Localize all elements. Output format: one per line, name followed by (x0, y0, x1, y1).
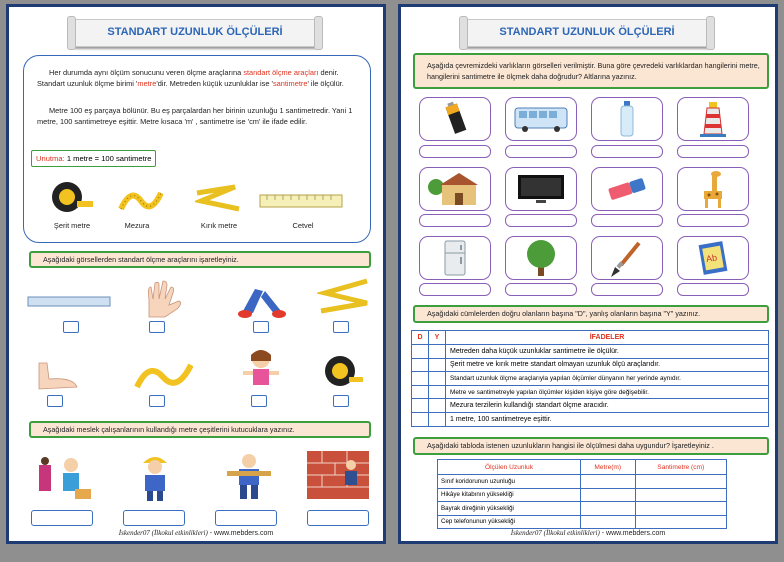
battery-icon (440, 101, 470, 137)
tool-checkbox[interactable] (333, 321, 349, 333)
folding-ruler-icon (195, 183, 241, 213)
girl-icon (241, 347, 281, 393)
answer-cell[interactable] (412, 358, 429, 372)
table-row (412, 358, 769, 372)
object-card-book (677, 236, 749, 280)
object-answer-slot[interactable] (505, 214, 577, 227)
book-icon (696, 239, 730, 277)
metre-cell[interactable] (581, 475, 636, 489)
centimetre-cell[interactable] (635, 502, 726, 516)
object-answer-slot[interactable] (591, 145, 663, 158)
giraffe-icon (698, 169, 728, 209)
answer-cell[interactable] (429, 358, 446, 372)
object-answer-slot[interactable] (591, 283, 663, 296)
tool-checkbox[interactable] (333, 395, 349, 407)
sewing-tape-icon (117, 183, 163, 215)
tool-checkbox[interactable] (149, 395, 165, 407)
instruction-mark-tools: Aşağıdaki görsellerden standart ölçme araçlarını işaretleyiniz. (29, 251, 371, 268)
left-worksheet-page (6, 4, 386, 544)
table-row (438, 515, 727, 529)
table-row (412, 412, 769, 426)
object-card-brush (591, 236, 663, 280)
object-answer-slot[interactable] (419, 283, 491, 296)
instruction-measure-table: Aşağıdaki tabloda istenen uzunlukların hangisi ile ölçülmesi daha uygundur? İşaretleyiniz . (413, 437, 769, 455)
object-card-tree (505, 236, 577, 280)
column-header: Santimetre (cm) (635, 460, 726, 475)
tape-measure-icon (49, 179, 93, 215)
tree-icon (521, 238, 561, 278)
lighthouse-icon (698, 100, 728, 138)
object-card-tv (505, 167, 577, 211)
profession-answer-box[interactable] (215, 510, 277, 526)
answer-cell[interactable] (429, 345, 446, 359)
measured-length-label: Bayrak direğinin yüksekliği (438, 502, 581, 516)
paintbrush-icon (607, 239, 647, 277)
metre-cell[interactable] (581, 502, 636, 516)
column-header: D (412, 331, 429, 345)
page-footer: İskender07 (İlkokul etkinlikleri) - www.mebders.com (118, 529, 274, 537)
metre-cell[interactable] (581, 515, 636, 529)
object-card-house (419, 167, 491, 211)
tool-checkbox[interactable] (47, 395, 63, 407)
statement-text: Mezura terzilerin kullandığı standart ölçme aracıdır. (446, 399, 769, 413)
measured-length-label: Cep telefonunun yüksekliği (438, 515, 581, 529)
object-answer-slot[interactable] (677, 283, 749, 296)
fridge-icon (442, 239, 468, 277)
object-card-bottle (591, 97, 663, 141)
tool-checkbox[interactable] (253, 321, 269, 333)
intro-paragraph-2: Metre 100 eş parçaya bölünür. Bu eş parçalardan her birinin uzunluğu 1 santimetredir. Yani 1 metre, 100 santimetreye eşittir. Metre kısaca 'm' , santimetre ise 'cm' ile ifade edilir. (37, 106, 353, 126)
object-card-lighthouse (677, 97, 749, 141)
object-card-giraffe (677, 167, 749, 211)
table-row (412, 345, 769, 359)
object-card-fridge (419, 236, 491, 280)
answer-cell[interactable] (429, 399, 446, 413)
statement-text: 1 metre, 100 santimetreye eşittir. (446, 412, 769, 426)
table-row (412, 372, 769, 386)
profession-answer-box[interactable] (307, 510, 369, 526)
eraser-icon (605, 176, 649, 202)
bricklayer-icon (307, 451, 369, 499)
column-header: Metre(m) (581, 460, 636, 475)
table-row (412, 385, 769, 399)
instruction-professions: Aşağıdaki meslek çalışanlarının kullandığı metre çeşitlerini kutucuklara yazınız. (29, 421, 371, 438)
hand-icon (141, 279, 185, 319)
page-title: STANDART UZUNLUK ÖLÇÜLERİ (463, 19, 711, 47)
object-card-eraser (591, 167, 663, 211)
statement-text: Metreden daha küçük uzunluklar santimetre ile ölçülür. (446, 345, 769, 359)
instruction-true-false: Aşağıdaki cümlelerden doğru olanların başına "D", yanlış olanların başına "Y" yazınız. (413, 305, 769, 323)
worker-icon (135, 451, 175, 501)
profession-answer-box[interactable] (123, 510, 185, 526)
tool-checkbox[interactable] (251, 395, 267, 407)
centimetre-cell[interactable] (635, 515, 726, 529)
tool-caption: Cetvel (292, 221, 314, 230)
svg-text:Ab: Ab (705, 252, 718, 265)
tool-checkbox[interactable] (63, 321, 79, 333)
answer-cell[interactable] (412, 412, 429, 426)
centimetre-cell[interactable] (635, 475, 726, 489)
note-box: Unutma: 1 metre = 100 santimetre (31, 150, 156, 167)
object-answer-slot[interactable] (591, 214, 663, 227)
answer-cell[interactable] (429, 385, 446, 399)
tool-checkbox[interactable] (149, 321, 165, 333)
tv-icon (516, 173, 566, 205)
tool-caption: Şerit metre (53, 221, 91, 230)
measure-choice-table (437, 459, 727, 529)
tailor-icon (33, 455, 93, 505)
answer-cell[interactable] (429, 372, 446, 386)
column-header: Ölçülen Uzunluk (438, 460, 581, 475)
instruction-objects: Aşağıda çevremizdeki varlıkların görselleri verilmiştir. Buna göre çevredeki varlıklardan hangilerini metre, hangilerini santimetre ile ölçmek daha doğrudur? Altlarına yazınız. (413, 53, 769, 89)
house-icon (428, 171, 482, 207)
answer-cell[interactable] (412, 345, 429, 359)
metre-cell[interactable] (581, 488, 636, 502)
page-title: STANDART UZUNLUK ÖLÇÜLERİ (71, 19, 319, 47)
answer-cell[interactable] (412, 399, 429, 413)
ruler-icon (259, 193, 343, 209)
table-row (438, 502, 727, 516)
column-header: İFADELER (446, 331, 769, 345)
table-row (438, 488, 727, 502)
column-header: Y (429, 331, 446, 345)
foot-icon (33, 357, 79, 391)
bus-icon (513, 104, 569, 134)
object-card-bus (505, 97, 577, 141)
statement-text: Metre ve santimetreyle yapılan ölçümler kişiden kişiye göre değişebilir. (446, 385, 769, 399)
measured-length-label: Sınıf koridorunun uzunluğu (438, 475, 581, 489)
object-answer-slot[interactable] (419, 145, 491, 158)
tool-caption: Kırık metre (200, 221, 238, 230)
water-bottle-icon (617, 100, 637, 138)
measured-length-label: Hikâye kitabının yüksekliği (438, 488, 581, 502)
object-answer-slot[interactable] (677, 145, 749, 158)
centimetre-cell[interactable] (635, 488, 726, 502)
statement-text: Şerit metre ve kırık metre standart olmayan uzunluk ölçü araçlarıdır. (446, 358, 769, 372)
sewing-tape-icon (133, 357, 193, 391)
answer-cell[interactable] (412, 385, 429, 399)
answer-cell[interactable] (412, 372, 429, 386)
profession-answer-box[interactable] (31, 510, 93, 526)
true-false-table (411, 330, 769, 427)
intro-paragraph-1: Her durumda aynı ölçüm sonucunu veren ölçme araçlarına standart ölçme araçları denir. Standart uzunluk ölçme birimi 'metre'dir. Metreden küçük uzunluklar ise 'santimetre' ile ölçülür. (37, 68, 344, 88)
object-answer-slot[interactable] (505, 145, 577, 158)
right-worksheet-page (398, 4, 778, 544)
table-row (412, 399, 769, 413)
table-row (438, 475, 727, 489)
carpenter-icon (227, 451, 271, 501)
tape-measure-icon (323, 353, 363, 389)
object-answer-slot[interactable] (677, 214, 749, 227)
object-answer-slot[interactable] (505, 283, 577, 296)
object-answer-slot[interactable] (419, 214, 491, 227)
tool-caption: Mezura (124, 221, 150, 230)
statement-text: Standart uzunluk ölçme araçlarıyla yapılan ölçümler dünyanın her yerinde aynıdır. (446, 372, 769, 386)
object-card-battery (419, 97, 491, 141)
ruler-icon (27, 295, 111, 309)
folding-ruler-icon (317, 277, 371, 319)
page-footer: İskender07 (İlkokul etkinlikleri) - www.mebders.com (510, 529, 666, 537)
legs-measuring-icon (233, 281, 289, 319)
answer-cell[interactable] (429, 412, 446, 426)
